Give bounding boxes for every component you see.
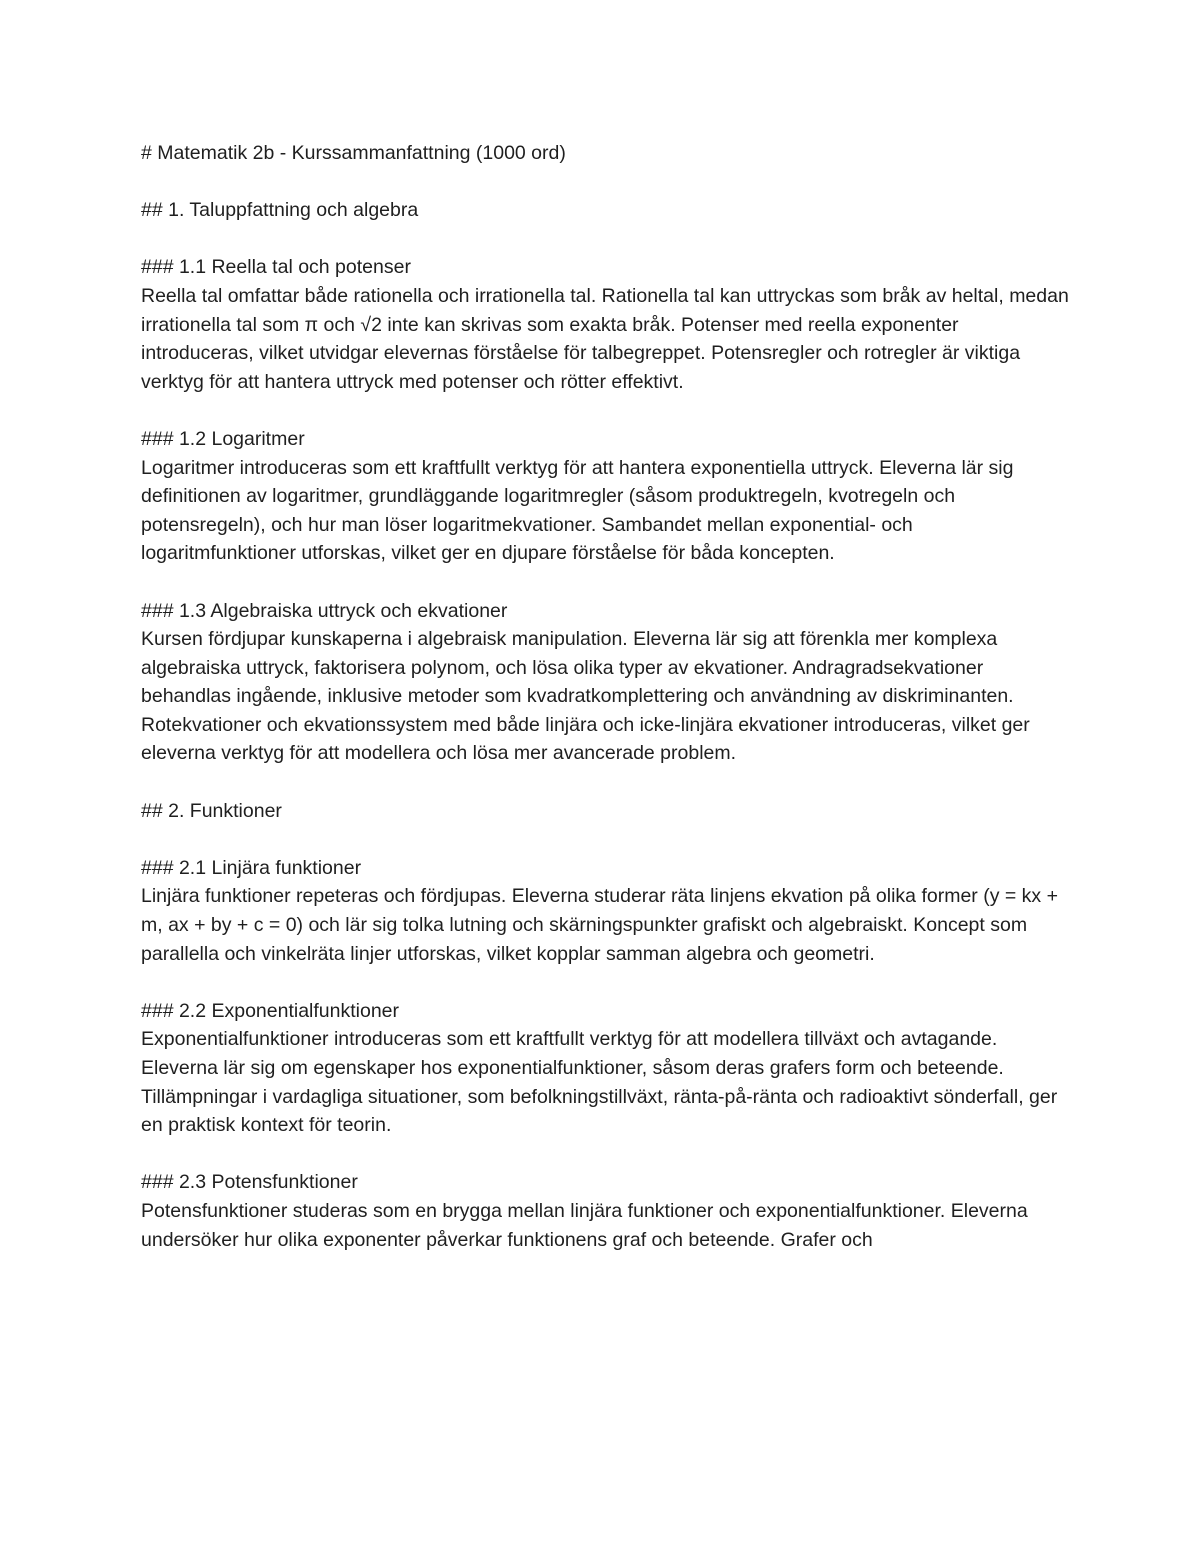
subsection-heading: ### 1.1 Reella tal och potenser	[141, 256, 411, 279]
subsection-heading: ### 2.3 Potensfunktioner	[141, 1171, 358, 1194]
paragraph: Reella tal omfattar både rationella och irrationella tal. Rationella tal kan uttryckas som bråk av heltal, medan irrationella tal som π och √2 inte kan skrivas som exakta bråk. Potenser med reella exponenter introduceras, vilket utvidgar elevernas förståelse för talbegreppet. Potensregler och rotregler är viktiga verktyg för att hantera uttryck med potenser och rötter effektivt.	[141, 284, 1075, 393]
subsection-heading: ### 1.3 Algebraiska uttryck och ekvationer	[141, 599, 508, 622]
subsection-heading: ### 2.1 Linjära funktioner	[141, 856, 362, 879]
section-heading-1: ## 1. Taluppfattning och algebra	[141, 199, 419, 222]
paragraph: Linjära funktioner repeteras och fördjupas. Eleverna studerar räta linjens ekvation på olika former (y = kx + m, ax + by + c = 0) och lär sig tolka lutning och skärningspunkter grafiskt och algebraiskt. Koncept som parallella och vinkelräta linjer utforskas, vilket kopplar samman algebra och geometri.	[141, 885, 1064, 965]
document-title: # Matematik 2b - Kurssammanfattning (1000 ord)	[141, 142, 566, 164]
subsection-heading: ### 1.2 Logaritmer	[141, 427, 305, 450]
subsection-1-2	[141, 425, 1071, 568]
subsection-2-2	[141, 997, 1071, 1140]
section-heading-2: ## 2. Funktioner	[141, 799, 282, 822]
subsection-2-1	[141, 854, 1071, 968]
paragraph: Kursen fördjupar kunskaperna i algebraisk manipulation. Eleverna lär sig att förenkla mer komplexa algebraiska uttryck, faktorisera polynom, och lösa olika typer av ekvationer. Andragradsekvationer behandlas ingående, inklusive metoder som kvadratkomplettering och användning av diskriminanten. Rotekvationer och ekvationssystem med både linjära och icke-linjära ekvationer introduceras, vilket ger eleverna verktyg för att modellera och lösa mer avancerade problem.	[141, 628, 1036, 765]
paragraph: Exponentialfunktioner introduceras som ett kraftfullt verktyg för att modellera tillväxt och avtagande. Eleverna lär sig om egenskaper hos exponentialfunktioner, såsom deras grafers form och beteende. Tillämpningar i vardagliga situationer, som befolkningstillväxt, ränta-på-ränta och radioaktivt sönderfall, ger en praktisk kontext för teorin.	[141, 1028, 1063, 1137]
subsection-heading: ### 2.2 Exponentialfunktioner	[141, 999, 400, 1022]
paragraph: Logaritmer introduceras som ett kraftfullt verktyg för att hantera exponentiella uttryck. Eleverna lär sig definitionen av logaritmer, grundläggande logaritmregler (såsom produktregeln, kvotregeln och potensregeln), och hur man löser logaritmekvationer. Sambandet mellan exponential- och logaritmfunktioner utforskas, vilket ger en djupare förståelse för båda koncepten.	[141, 456, 1019, 565]
subsection-1-3	[141, 597, 1071, 769]
paragraph: Potensfunktioner studeras som en brygga mellan linjära funktioner och exponentialfunktioner. Eleverna undersöker hur olika exponenter påverkar funktionens graf och beteende. Grafer och	[141, 1199, 1034, 1251]
subsection-1-1	[141, 253, 1075, 396]
document-page	[141, 139, 1075, 1283]
subsection-2-3	[141, 1168, 1071, 1254]
